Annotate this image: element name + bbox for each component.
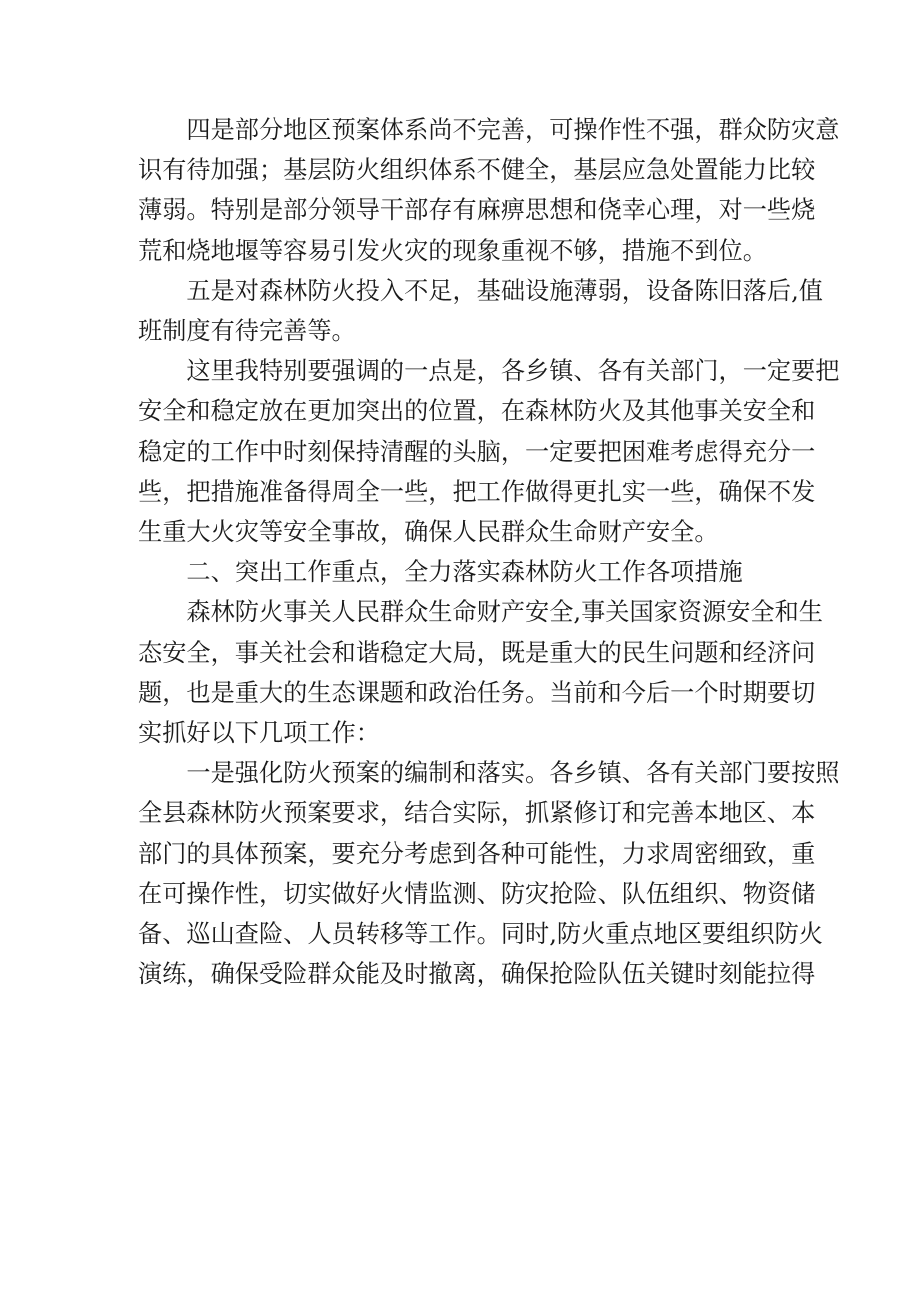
paragraph-importance (138, 592, 823, 753)
text-line: 五是对森林防火投入不足，基础设施薄弱，设备陈旧落后,值 (186, 276, 823, 305)
text-line: 全县森林防火预案要求，结合实际，抓紧修订和完善本地区、本 (138, 799, 816, 828)
text-line: 森林防火事关人民群众生命财产安全,事关国家资源安全和生 (186, 598, 823, 627)
text-line: 安全和稳定放在更加突出的位置，在森林防火及其他事关安全和 (138, 397, 816, 426)
text-line: 四是部分地区预案体系尚不完善，可操作性不强，群众防灾意 (186, 116, 840, 144)
text-line: 生重大火灾等安全事故，确保人民群众生命财产安全。 (138, 518, 719, 547)
paragraph-problem-four (138, 110, 840, 271)
paragraph-measure-one (138, 753, 840, 994)
text-line: 这里我特别要强调的一点是，各乡镇、各有关部门，一定要把 (186, 357, 840, 386)
text-line: 识有待加强；基层防火组织体系不健全，基层应急处置能力比较 (138, 156, 816, 185)
text-line: 薄弱。特别是部分领导干部存有麻痹思想和侥幸心理，对一些烧 (138, 196, 816, 225)
text-line: 稳定的工作中时刻保持清醒的头脑，一定要把困难考虑得充分一 (138, 437, 816, 466)
text-line: 态安全，事关社会和谐稳定大局，既是重大的民生问题和经济问 (138, 638, 816, 667)
section-heading-two (138, 552, 790, 592)
document-page (138, 110, 840, 994)
text-line: 荒和烧地堰等容易引发火灾的现象重视不够，措施不到位。 (138, 236, 767, 265)
text-line: 演练，确保受险群众能及时撤离，确保抢险队伍关键时刻能拉得 (138, 960, 816, 989)
paragraph-problem-five (138, 271, 823, 351)
text-line: 实抓好以下几项工作： (138, 719, 380, 748)
section-heading-text: 二、突出工作重点，全力落实森林防火工作各项措施 (186, 558, 743, 587)
text-line: 备、巡山查险、人员转移等工作。同时,防火重点地区要组织防火 (138, 920, 823, 949)
text-line: 班制度有待完善等。 (138, 317, 356, 346)
text-line: 部门的具体预案，要充分考虑到各种可能性，力求周密细致，重 (138, 839, 816, 868)
text-line: 在可操作性，切实做好火情监测、防灾抢险、队伍组织、物资储 (138, 879, 816, 908)
text-line: 题，也是重大的生态课题和政治任务。当前和今后一个时期要切 (138, 678, 816, 707)
text-line: 些，把措施准备得周全一些，把工作做得更扎实一些，确保不发 (138, 477, 816, 506)
text-line: 一是强化防火预案的编制和落实。各乡镇、各有关部门要按照 (186, 759, 840, 788)
paragraph-emphasis (138, 351, 840, 552)
